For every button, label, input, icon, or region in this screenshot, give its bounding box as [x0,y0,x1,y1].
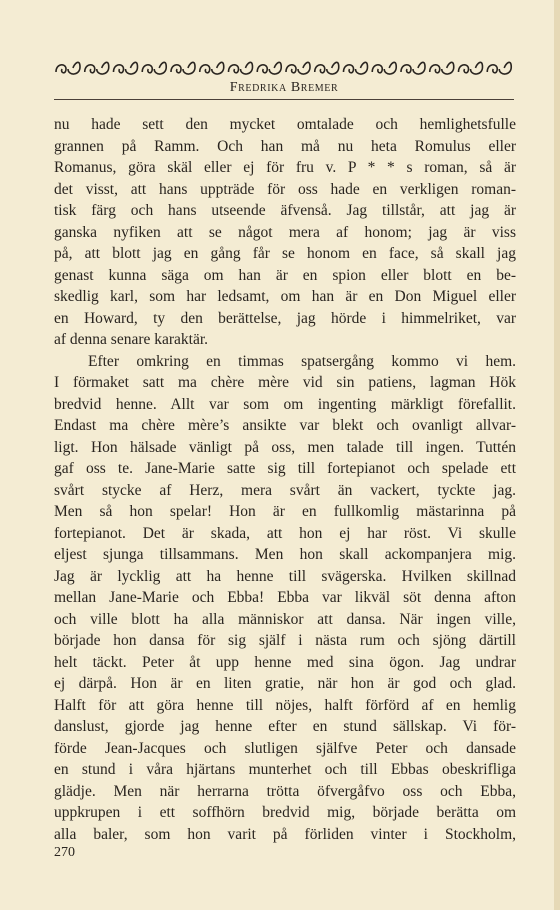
text-line: genast kunna säga om han är en spion eller blott en be- [54,266,516,284]
text-line: och ville blott ha alla människor att dansa. När ingen ville, [54,610,516,628]
text-line: Romanus, göra skäl eller ej för fru v. P * * s roman, så är [54,159,516,176]
text-line: mellan Jane-Marie och Ebba! Ebba var likväl söt denna afton [54,589,516,606]
body-text [54,114,516,845]
text-line: I förmaket satt ma chère mère vid sin patiens, lagman Hök [54,374,516,391]
text-line: skedlig karl, som har ledsamt, om han är en Don Miguel eller [54,288,516,305]
text-line: helt täckt. Peter åt upp henne med sina ögon. Jag undrar [54,653,516,671]
text-line: danslust, gjorde jag henne efter en stund sällskap. Vi för- [54,718,516,735]
text-line: Halft för att göra henne till nöjes, halft förförd af en hemlig [54,696,516,714]
text-line: ganska nyfiken att se något mera af honom; jag är viss [54,223,516,241]
text-line: Efter omkring en timmas spatsergång kommo vi hem. [88,352,516,370]
text-line: grannen på Ramm. Och han må nu heta Romulus eller [54,137,516,155]
text-line: eljest sjunga tillsammans. Men hon skall ackompanjera mig. [54,546,516,563]
text-line: det visst, att hans uppträde för oss hade en verkligen roman- [54,180,516,198]
text-line: en stund i våra hjärtans munterhet och till Ebbas obeskrifliga [54,761,516,778]
running-header: Fredrika Bremer [229,80,339,95]
text-line: Jag är lycklig att ha henne till svägerska. Hvilken skillnad [54,567,516,585]
scrollwork-ornament-icon [54,60,514,78]
text-line: Men så hon spelar! Hon är en fullkomlig mästarinna på [54,503,516,520]
page-number: 270 [54,845,75,860]
text-line: svårt stycke af Herz, mera svårt än vackert, tyckte jag. [54,481,516,499]
text-line: alla baler, som hon varit på förliden vinter i Stockholm, [54,825,516,843]
text-line: gaf oss te. Jane-Marie satte sig till fortepianot och spelade ett [54,460,516,477]
text-line: af denna senare karaktär. [54,331,209,348]
text-line: uppkrupen i ett soffhörn bredvid mig, började berätta om [54,804,516,821]
page-edge [554,0,560,910]
text-line: glädje. Men när herrarna trötta öfvergåfvo oss och Ebba, [54,782,516,800]
text-line: tisk färg och hans utseende äfvenså. Jag tillstår, att jag är [54,202,516,219]
text-line: nu hade sett den mycket omtalade och hemlighetsfulle [54,116,516,133]
text-line: bredvid henne. Allt var som om ingenting märkligt förefallit. [54,395,516,413]
text-line: på, att blott jag en gång får se honom en face, så skall jag [54,245,516,262]
text-line: Endast ma chère mère’s ansikte var blekt och ovanligt allvar- [54,417,516,434]
text-line: ej därpå. Hon är en liten gratie, när hon är god och glad. [54,675,516,692]
header-rule [54,99,514,100]
text-line: en Howard, ty den berättelse, jag hörde i himmelriket, var [54,309,516,327]
text-line: förde Jean-Jacques och slutligen själfve Peter och dansade [54,739,516,757]
text-line: fortepianot. Det är skada, att hon ej har röst. Vi skulle [54,524,516,542]
text-line: ligt. Hon hälsade vänligt på oss, men talade till ingen. Tuttén [54,438,516,456]
text-line: började hon dansa för sig själf i nästa rum och sjöng därtill [54,632,516,649]
